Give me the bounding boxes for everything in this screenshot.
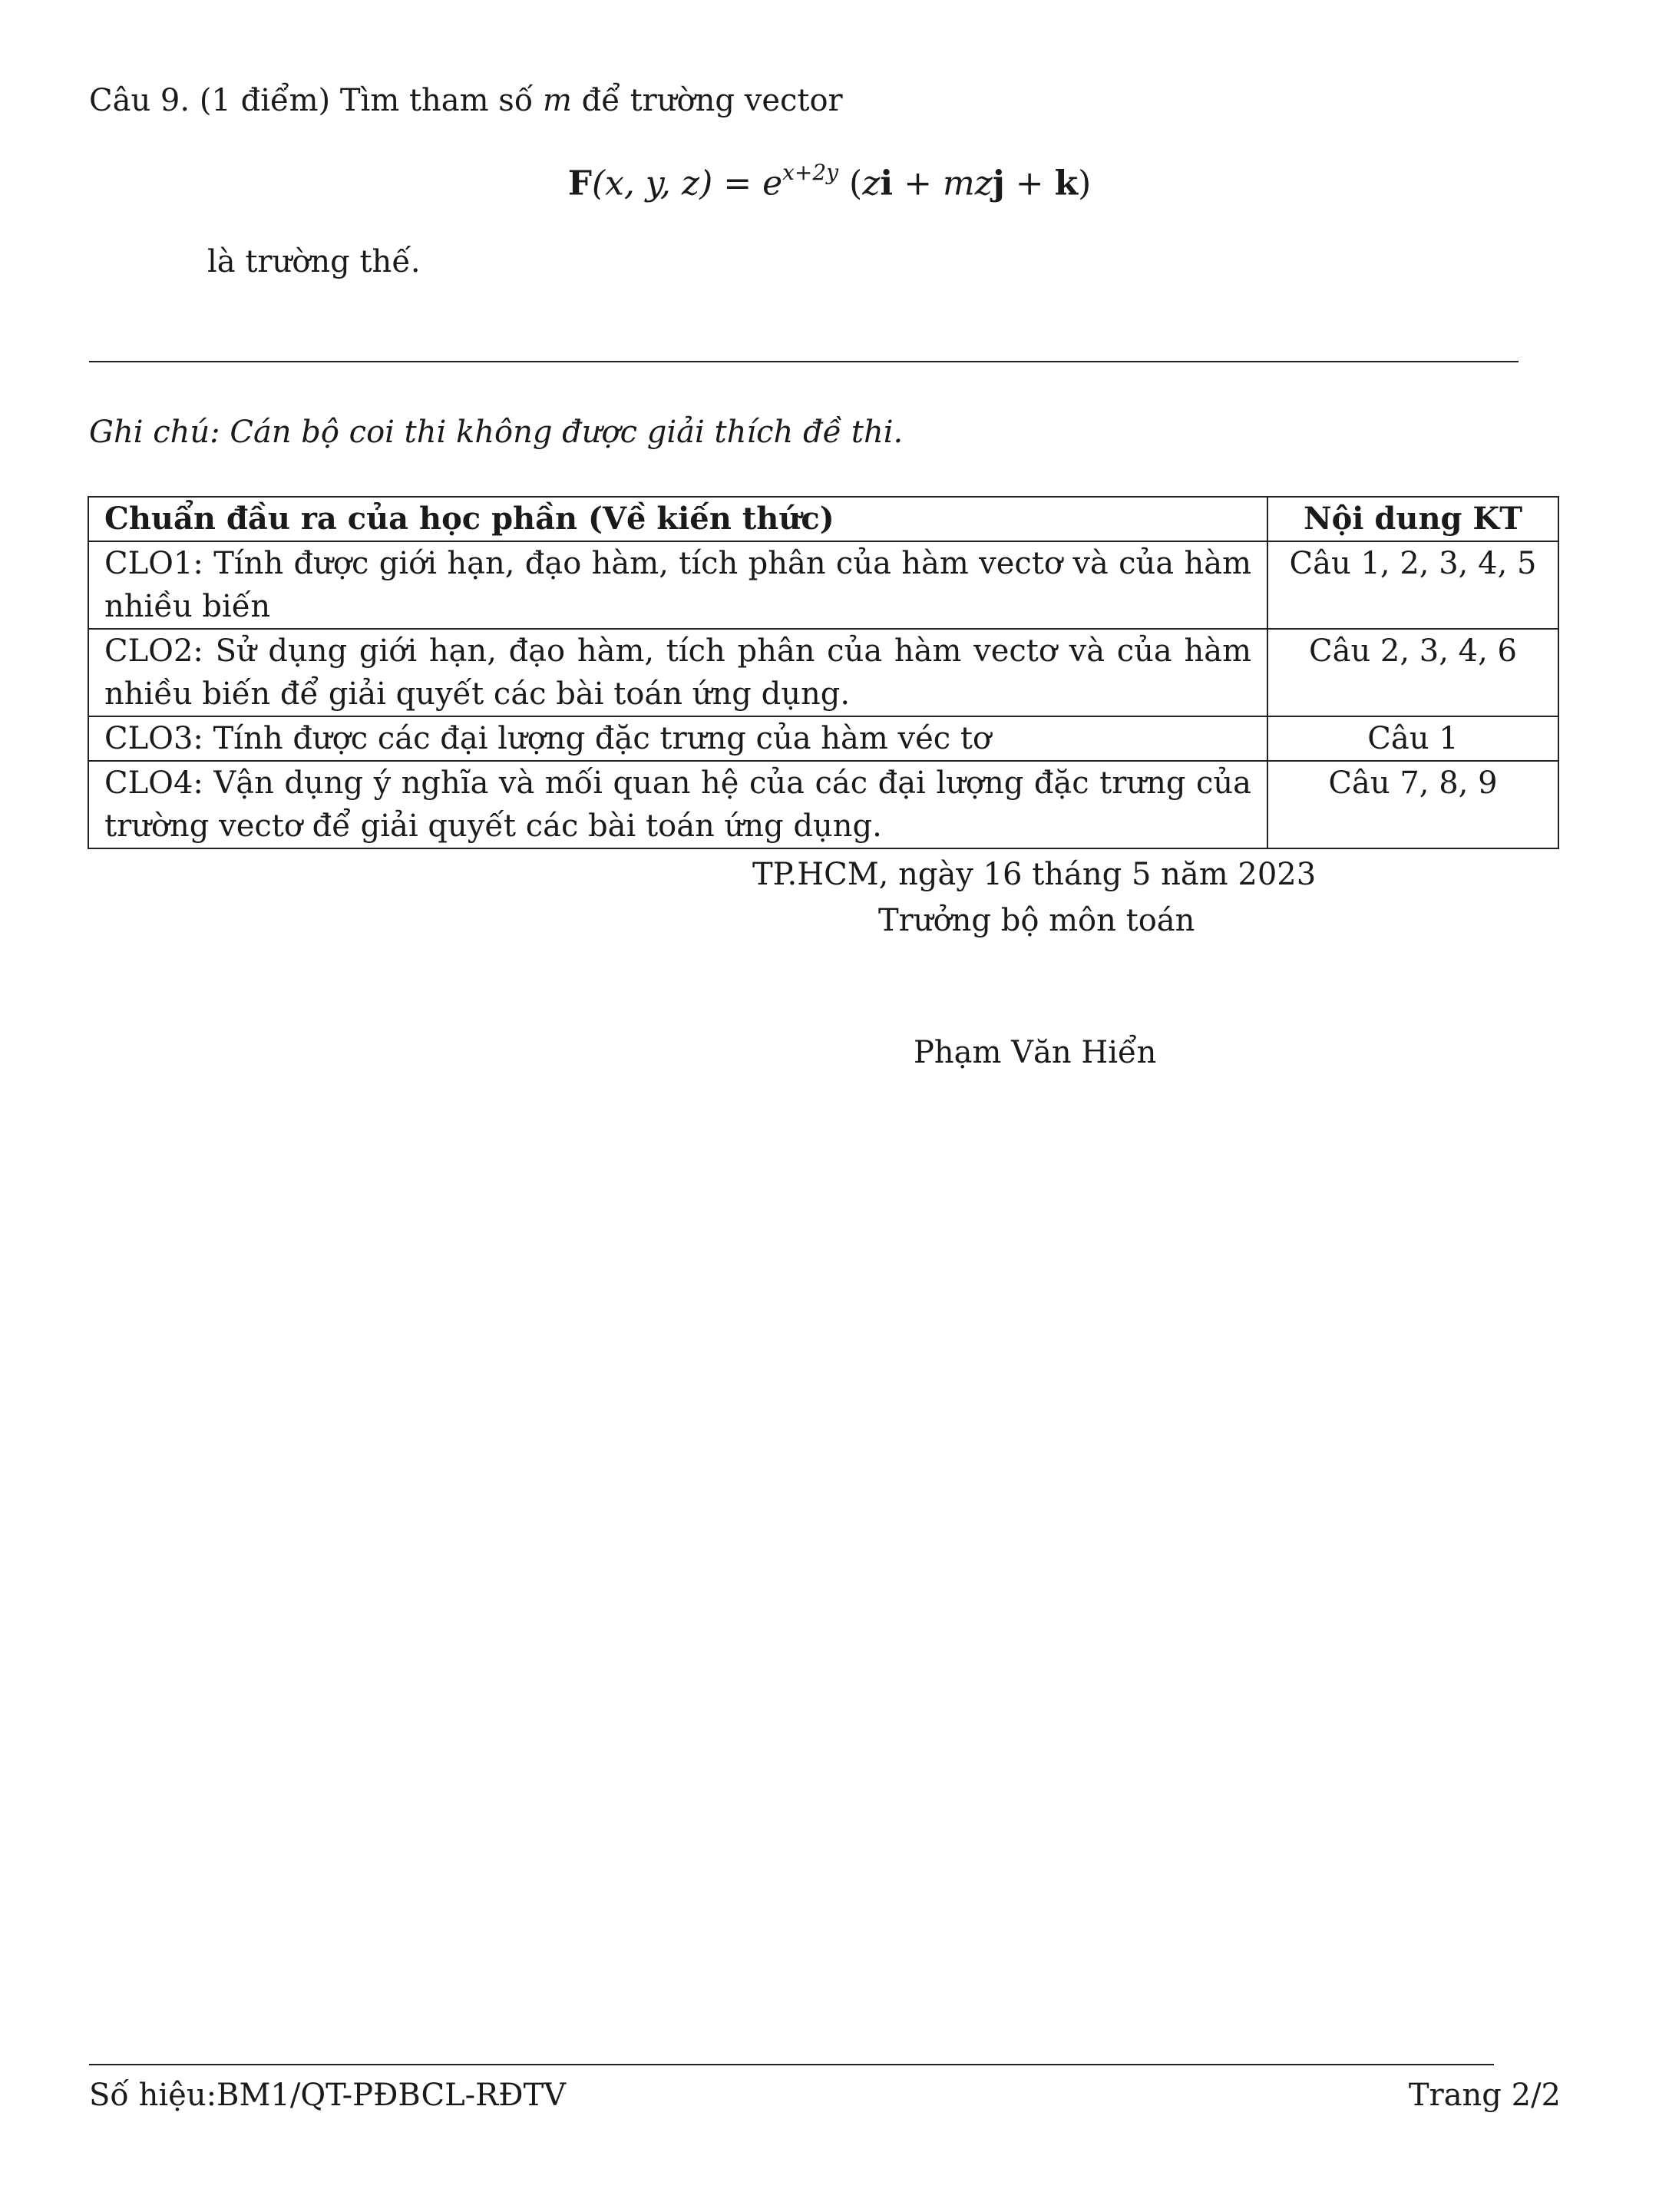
vector-field-formula	[0, 160, 1659, 203]
signature-role: Trưởng bộ môn toán	[878, 903, 1195, 938]
question-prompt-start: Tìm tham số	[339, 83, 534, 118]
formula-plus1: +	[893, 164, 943, 203]
table-cell-outcome: CLO3: Tính được các đại lượng đặc trưng của hàm véc tơ	[88, 716, 1267, 761]
question-points: (1 điểm)	[199, 83, 331, 118]
question-tail: là trường thế.	[207, 244, 421, 279]
formula-unit-i: i	[880, 164, 894, 203]
separator-line	[89, 361, 1519, 362]
question-heading	[89, 83, 843, 118]
table-header-outcome: Chuẩn đầu ra của học phần (Về kiến thức)	[88, 497, 1267, 541]
footer-rule	[89, 2064, 1494, 2065]
question-label: Câu 9.	[89, 83, 190, 118]
table-cell-outcome: CLO2: Sử dụng giới hạn, đạo hàm, tích phân của hàm vectơ và của hàm nhiều biến để giải quyết các bài toán ứng dụng.	[88, 629, 1267, 716]
formula-term2: mz	[942, 164, 993, 203]
formula-exponent: x+2y	[782, 160, 839, 185]
formula-unit-k: k	[1054, 164, 1079, 203]
formula-base: e	[762, 164, 783, 203]
table-header-content: Nội dung KT	[1267, 497, 1558, 541]
table-cell-outcome: CLO1: Tính được giới hạn, đạo hàm, tích phân của hàm vectơ và của hàm nhiều biến	[88, 541, 1267, 629]
formula-term1: z	[862, 164, 881, 203]
clo-table	[88, 496, 1559, 849]
table-cell-content: Câu 2, 3, 4, 6	[1267, 629, 1558, 716]
formula-close-paren: )	[1078, 164, 1092, 203]
exam-note: Ghi chú: Cán bộ coi thi không được giải thích đề thi.	[89, 415, 904, 450]
document-code: Số hiệu:BM1/QT-PĐBCL-RĐTV	[89, 2078, 567, 2113]
question-prompt-end: để trường vector	[581, 83, 843, 118]
question-variable: m	[543, 83, 572, 118]
table-row	[88, 761, 1558, 848]
formula-args: (x, y, z)	[591, 164, 713, 203]
table-cell-content: Câu 1, 2, 3, 4, 5	[1267, 541, 1558, 629]
formula-lhs: F	[567, 164, 592, 203]
table-cell-outcome: CLO4: Vận dụng ý nghĩa và mối quan hệ của các đại lượng đặc trưng của trường vectơ để giải quyết các bài toán ứng dụng.	[88, 761, 1267, 848]
signature-date: TP.HCM, ngày 16 tháng 5 năm 2023	[752, 857, 1317, 892]
signature-name: Phạm Văn Hiển	[914, 1035, 1157, 1070]
table-cell-content: Câu 1	[1267, 716, 1558, 761]
formula-open-paren: (	[838, 164, 863, 203]
formula-unit-j: j	[992, 164, 1005, 203]
formula-equals: =	[712, 164, 763, 203]
table-row	[88, 716, 1558, 761]
page-number: Trang 2/2	[1408, 2078, 1561, 2113]
table-cell-content: Câu 7, 8, 9	[1267, 761, 1558, 848]
table-row	[88, 629, 1558, 716]
table-row	[88, 541, 1558, 629]
table-header-row	[88, 497, 1558, 541]
formula-plus2: +	[1004, 164, 1055, 203]
